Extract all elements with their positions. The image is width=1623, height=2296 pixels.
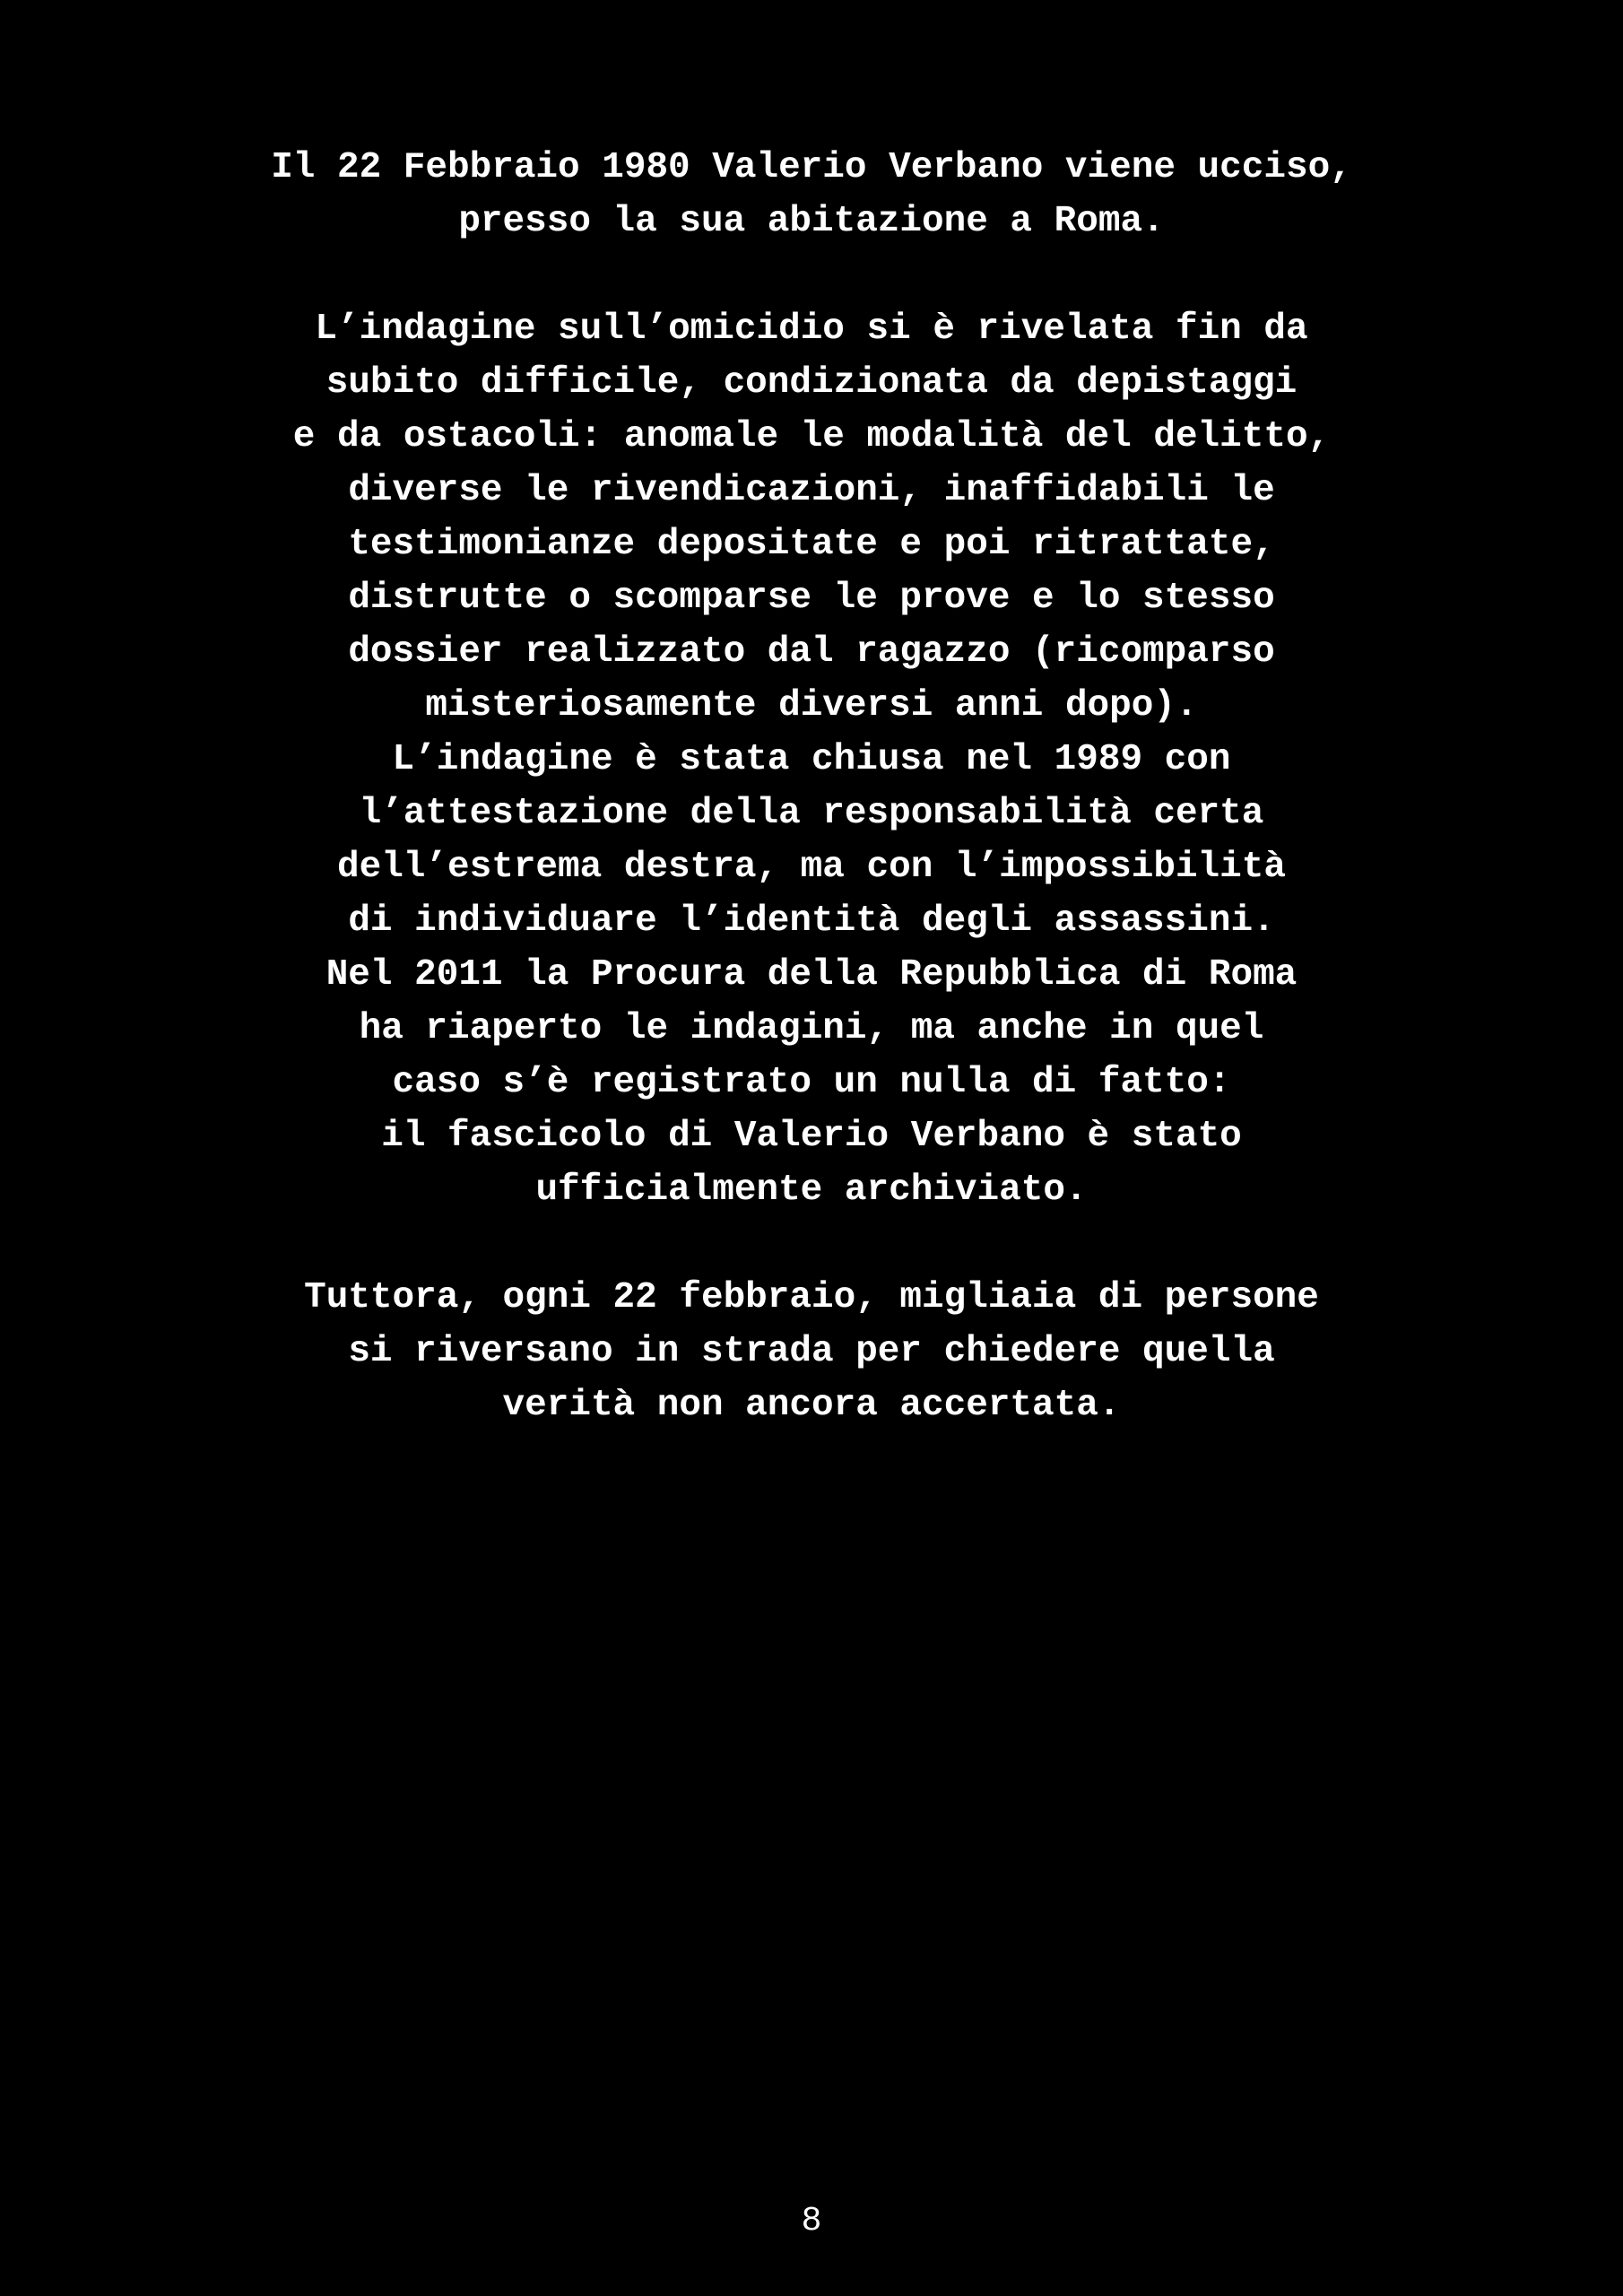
text-line: distrutte o scomparse le prove e lo stesso bbox=[348, 578, 1275, 619]
page-number: 8 bbox=[801, 2202, 822, 2240]
text-line: L’indagine sull’omicidio si è rivelata fin da bbox=[315, 309, 1308, 350]
text-line: presso la sua abitazione a Roma. bbox=[458, 201, 1165, 242]
text-line: Il 22 Febbraio 1980 Valerio Verbano viene ucciso, bbox=[271, 147, 1352, 188]
text-line: verità non ancora accertata. bbox=[502, 1385, 1121, 1426]
text-line: caso s’è registrato un nulla di fatto: bbox=[392, 1062, 1231, 1103]
text-line: dossier realizzato dal ragazzo (ricomparso bbox=[348, 631, 1275, 673]
text-line: diverse le rivendicazioni, inaffidabili le bbox=[348, 470, 1275, 511]
text-line: misteriosamente diversi anni dopo). bbox=[425, 685, 1198, 726]
text-line: Tuttora, ogni 22 febbraio, migliaia di persone bbox=[304, 1277, 1319, 1318]
paragraph-3 bbox=[0, 1271, 1623, 1432]
body-text bbox=[0, 141, 1623, 1432]
text-line: L’indagine è stata chiusa nel 1989 con bbox=[392, 739, 1231, 780]
text-line: di individuare l’identità degli assassini. bbox=[348, 900, 1275, 942]
text-line: si riversano in strada per chiedere quella bbox=[348, 1331, 1275, 1372]
paragraph-2 bbox=[0, 302, 1623, 1217]
paragraph-gap bbox=[0, 248, 1623, 302]
text-line: dell’estrema destra, ma con l’impossibilità bbox=[337, 847, 1286, 888]
text-line: ha riaperto le indagini, ma anche in quel bbox=[359, 1008, 1264, 1049]
text-line: l’attestazione della responsabilità certa bbox=[359, 793, 1264, 834]
text-line: subito difficile, condizionata da depistaggi bbox=[325, 362, 1298, 404]
text-line: Nel 2011 la Procura della Repubblica di Roma bbox=[325, 954, 1298, 996]
paragraph-gap bbox=[0, 1217, 1623, 1271]
text-line: ufficialmente archiviato. bbox=[535, 1170, 1088, 1211]
text-line: testimonianze depositate e poi ritrattate, bbox=[348, 524, 1275, 565]
paragraph-1 bbox=[0, 141, 1623, 248]
text-line: il fascicolo di Valerio Verbano è stato bbox=[381, 1116, 1242, 1157]
text-line: e da ostacoli: anomale le modalità del delitto, bbox=[292, 416, 1331, 457]
